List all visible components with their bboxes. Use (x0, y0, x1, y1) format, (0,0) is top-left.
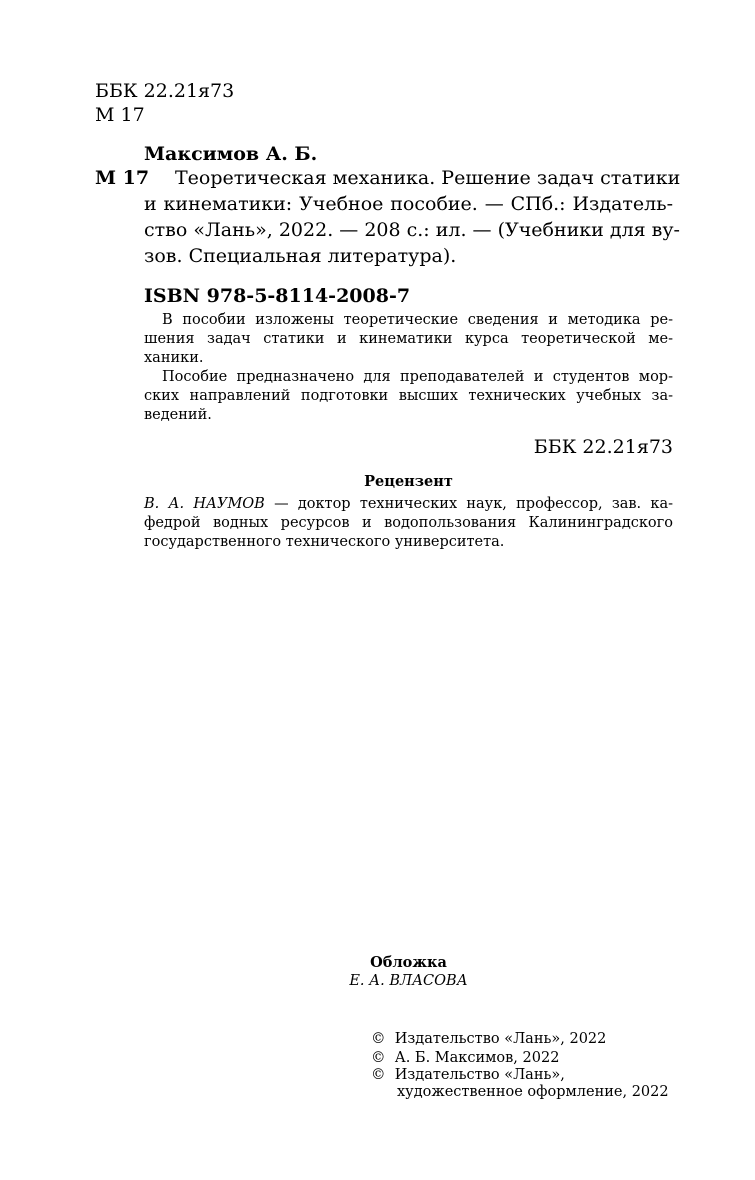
entry-description-line: и кинематики: Учебное пособие. — СПб.: Издатель- (144, 193, 673, 215)
reviewer-heading: Рецензент (364, 473, 453, 490)
copyright-symbol: © (371, 1031, 386, 1047)
reviewer-line (144, 495, 673, 514)
copyright-item: Издательство «Лань», (394, 1067, 565, 1083)
copyright-symbol: © (371, 1067, 386, 1083)
entry-description-line: Теоретическая механика. Решение задач статики (175, 167, 681, 189)
abstract-paragraph-2 (144, 368, 673, 425)
abstract-line: ведений. (144, 407, 212, 423)
abstract-line: ханики. (144, 350, 204, 366)
author-sign-top: М 17 (95, 104, 145, 126)
entry-sign: М 17 (95, 167, 150, 189)
reviewer-line: федрой водных ресурсов и водопользования Калининградского (144, 515, 673, 531)
copyright-item: А. Б. Максимов, 2022 (394, 1050, 560, 1066)
bbk-code-top: ББК 22.21я73 (95, 80, 235, 102)
abstract-line: Пособие предназначено для преподавателей и студентов мор- (162, 369, 673, 385)
copyright-line (371, 1030, 606, 1049)
entry-author: Максимов А. Б. (144, 143, 318, 165)
entry-description-line: ство «Лань», 2022. — 208 с.: ил. — (Учебники для ву- (144, 219, 680, 241)
reviewer-text (144, 495, 673, 552)
cover-heading: Обложка (370, 954, 447, 971)
abstract-line: ских направлений подготовки высших технических учебных за- (144, 388, 673, 404)
reviewer-line: государственного технического университета. (144, 534, 505, 550)
abstract-line: шения задач статики и кинематики курса теоретической ме- (144, 331, 673, 347)
bbk-code-bottom: ББК 22.21я73 (533, 436, 673, 458)
abstract-line: В пособии изложены теоретические сведения и методика ре- (162, 312, 673, 328)
abstract-paragraph-1 (144, 311, 673, 368)
isbn: ISBN 978-5-8114-2008-7 (144, 285, 411, 307)
reviewer-name: В. А. НАУМОВ (144, 496, 265, 512)
copyright-continuation: художественное оформление, 2022 (397, 1084, 669, 1100)
entry-description (144, 191, 680, 243)
reviewer-line-rest: — доктор технических наук, профессор, зав. ка- (264, 496, 674, 512)
copyright-item: Издательство «Лань», 2022 (394, 1031, 607, 1047)
entry-description (175, 165, 681, 191)
cover-designer: Е. А. ВЛАСОВА (349, 973, 468, 989)
copyright-symbol: © (371, 1050, 386, 1066)
entry-description-line: зов. Специальная литература). (144, 245, 457, 267)
